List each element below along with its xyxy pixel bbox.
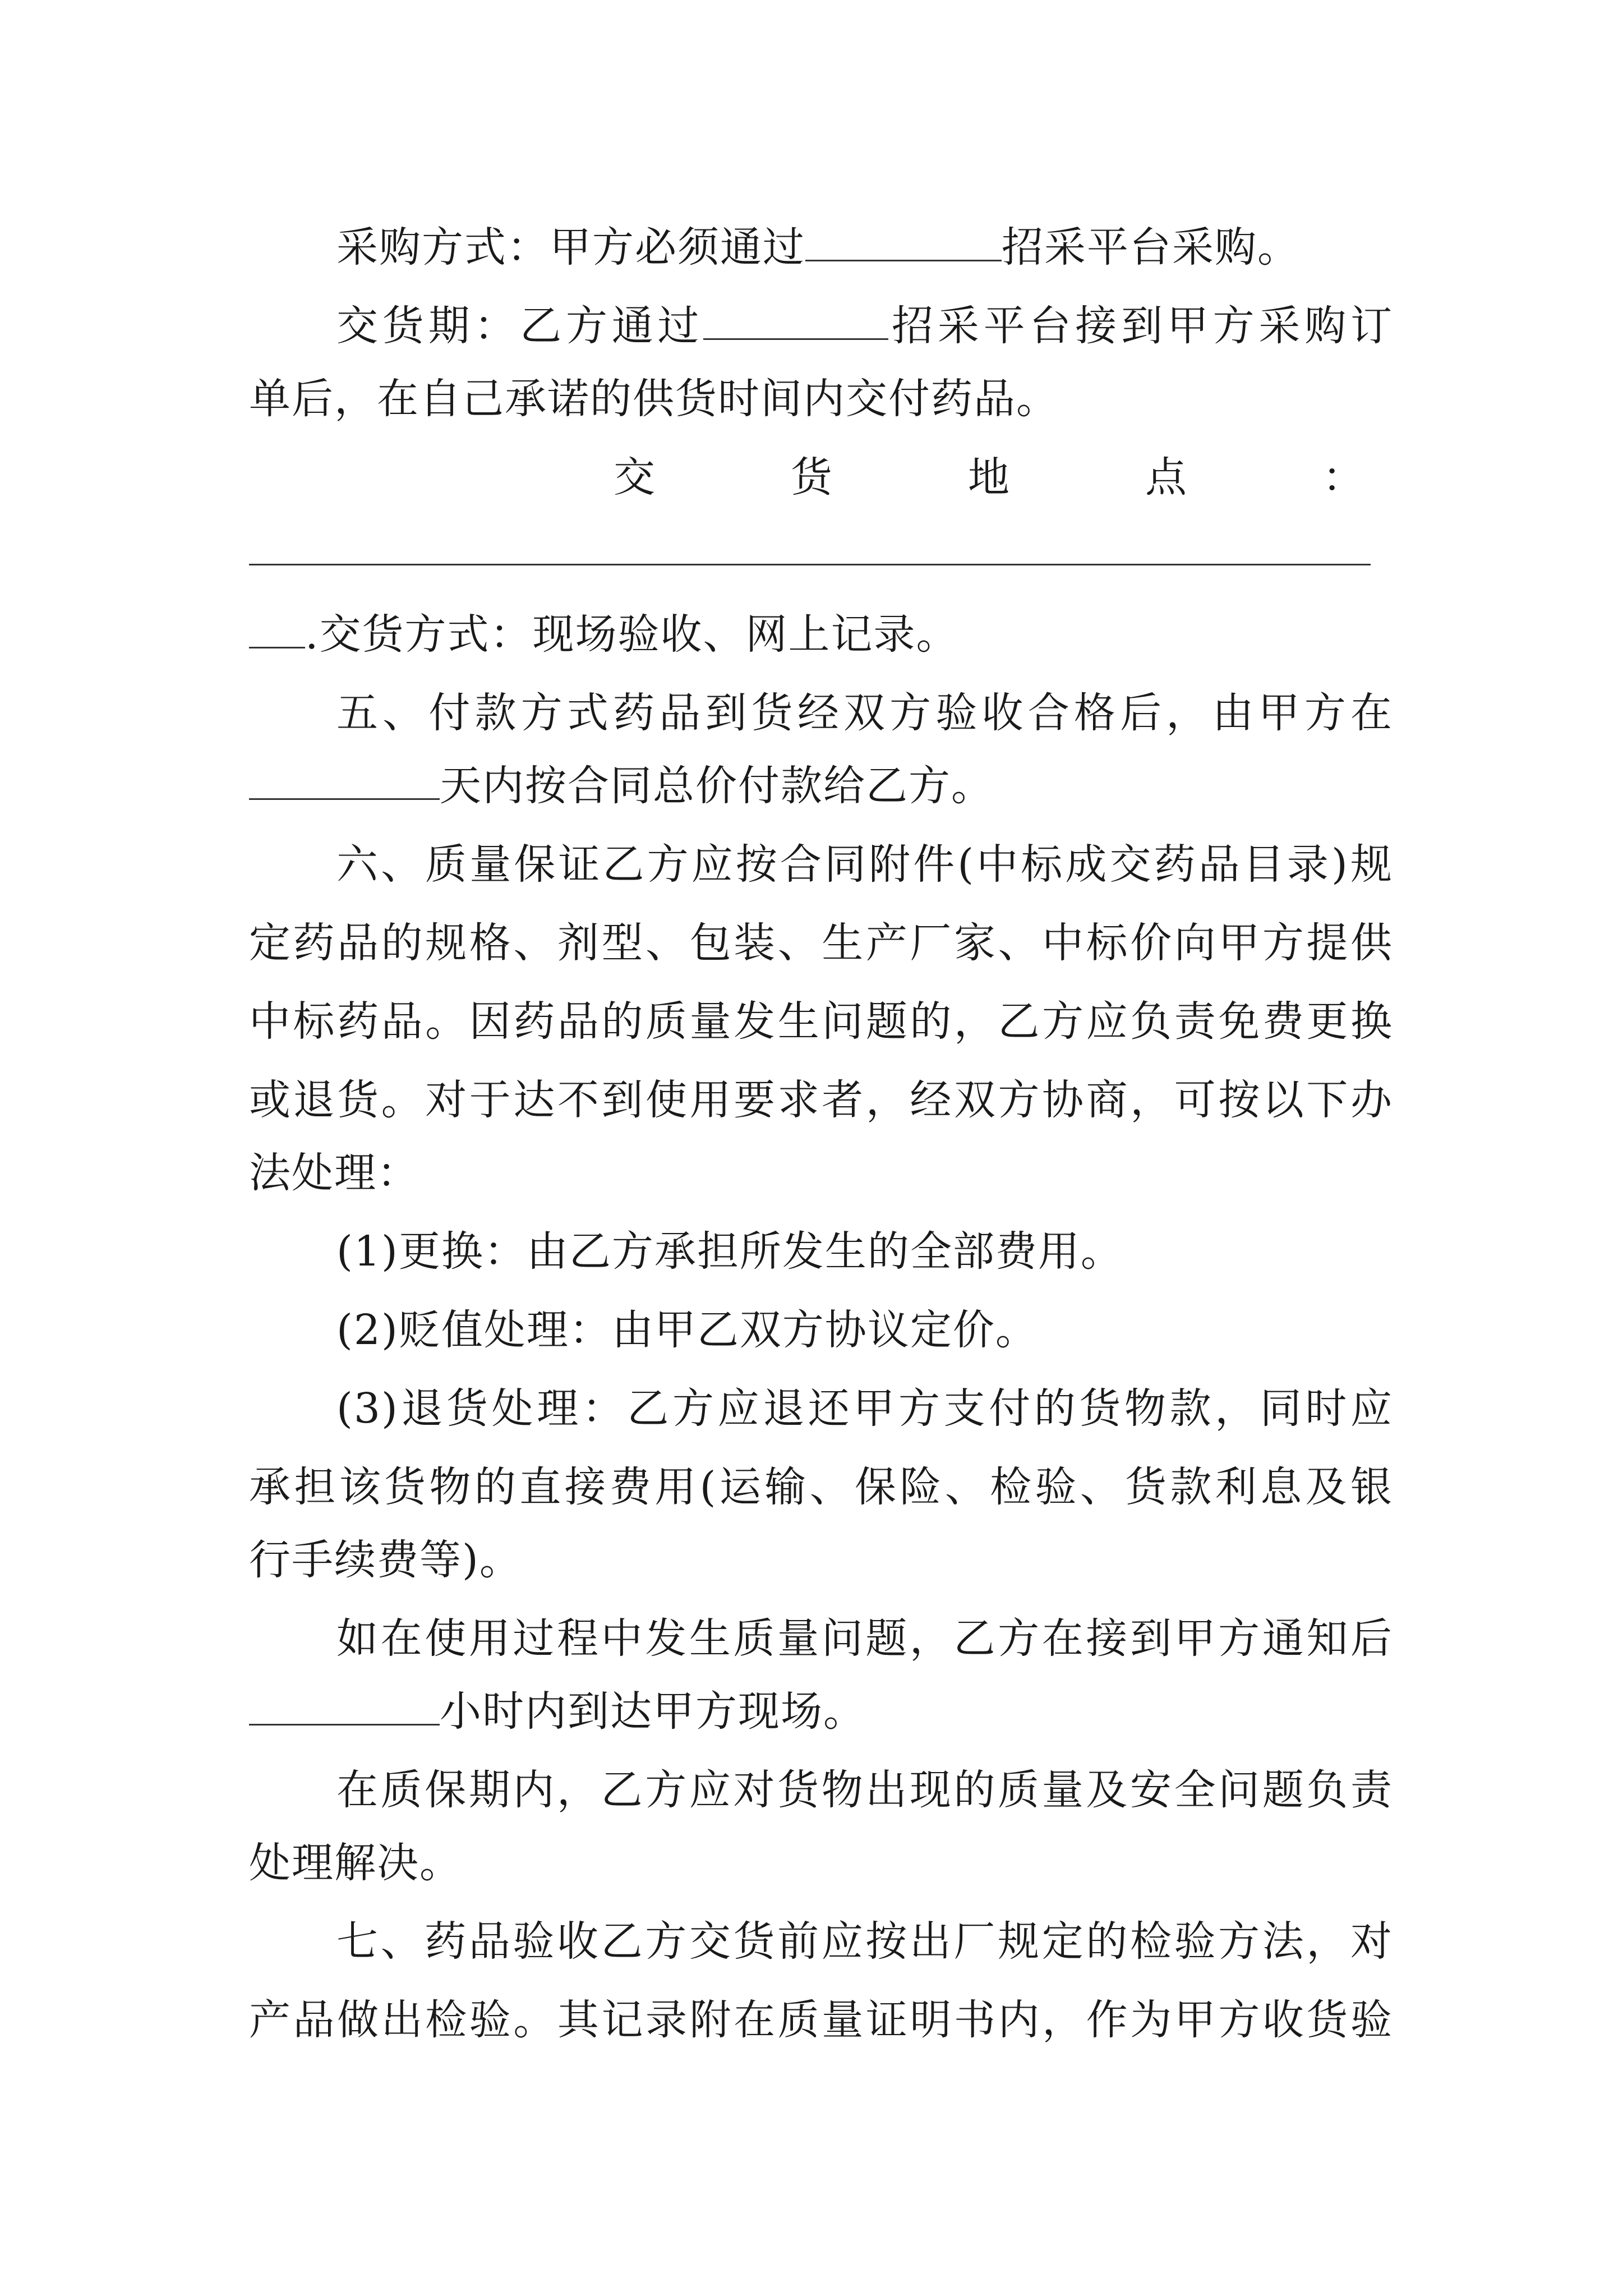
hours-blank[interactable] — [249, 1723, 440, 1726]
delivery-mode-blank[interactable] — [249, 646, 305, 648]
section6-line-2: 定药品的规格、剂型、包装、生产厂家、中标价向甲方提供 — [249, 919, 1393, 967]
section5-line-1: 五、付款方式药品到货经双方验收合格后，由甲方在 — [336, 689, 1393, 737]
delivery-place-label: 交 货 地 点 ： — [614, 453, 1365, 501]
item2-line: (2)贬值处理：由甲乙双方协议定价。 — [336, 1306, 1038, 1354]
delivery-period-line-1 — [336, 284, 1393, 368]
purchase-method-text-a: 采购方式：甲方必须通过 — [336, 223, 805, 272]
warranty-line-1: 在质保期内，乙方应对货物出现的质量及安全问题负责 — [336, 1766, 1393, 1814]
delivery-platform-blank[interactable] — [703, 338, 888, 340]
onsite-line-2 — [249, 1669, 1393, 1754]
platform-blank[interactable] — [805, 259, 1002, 261]
item3-line-3: 行手续费等)。 — [249, 1536, 522, 1584]
delivery-mode-line — [249, 592, 1393, 677]
section6-line-3: 中标药品。因药品的质量发生问题的，乙方应负责免费更换 — [249, 997, 1393, 1046]
section5-text-b: 天内按合同总价付款给乙方。 — [440, 762, 994, 810]
section7-line-1: 七、药品验收乙方交货前应按出厂规定的检验方法，对 — [336, 1917, 1393, 1966]
delivery-period-text-b: 招采平台接到甲方采购订 — [888, 302, 1394, 350]
section5-line-2 — [249, 744, 1393, 828]
item1-line: (1)更换：由乙方承担所发生的全部费用。 — [336, 1227, 1123, 1276]
section6-line-4: 或退货。对于达不到使用要求者，经双方协商，可按以下办 — [249, 1076, 1393, 1124]
purchase-method-line — [336, 205, 1393, 289]
onsite-text-b: 小时内到达甲方现场。 — [440, 1687, 866, 1736]
item3-line-2: 承担该货物的直接费用(运输、保险、检验、货款利息及银 — [249, 1463, 1393, 1511]
delivery-period-text-a: 交货期：乙方通过 — [336, 302, 704, 350]
section6-line-5: 法处理： — [249, 1149, 419, 1197]
section7-line-2: 产品做出检验。其记录附在质量证明书内，作为甲方收货验 — [249, 1996, 1393, 2044]
delivery-place-blank[interactable] — [249, 564, 1371, 565]
section6-line-1: 六、质量保证乙方应按合同附件(中标成交药品目录)规 — [336, 840, 1393, 889]
onsite-line-1: 如在使用过程中发生质量问题，乙方在接到甲方通知后 — [336, 1614, 1393, 1663]
purchase-method-text-b: 招采平台采购。 — [1002, 223, 1300, 272]
payment-days-blank[interactable] — [249, 798, 440, 800]
delivery-period-line-2: 单后，在自己承诺的供货时间内交付药品。 — [249, 375, 1059, 423]
item3-line-1: (3)退货处理：乙方应退还甲方支付的货物款，同时应 — [336, 1384, 1393, 1433]
delivery-mode-text: .交货方式：现场验收、网上记录。 — [305, 610, 959, 659]
warranty-line-2: 处理解决。 — [249, 1839, 462, 1887]
